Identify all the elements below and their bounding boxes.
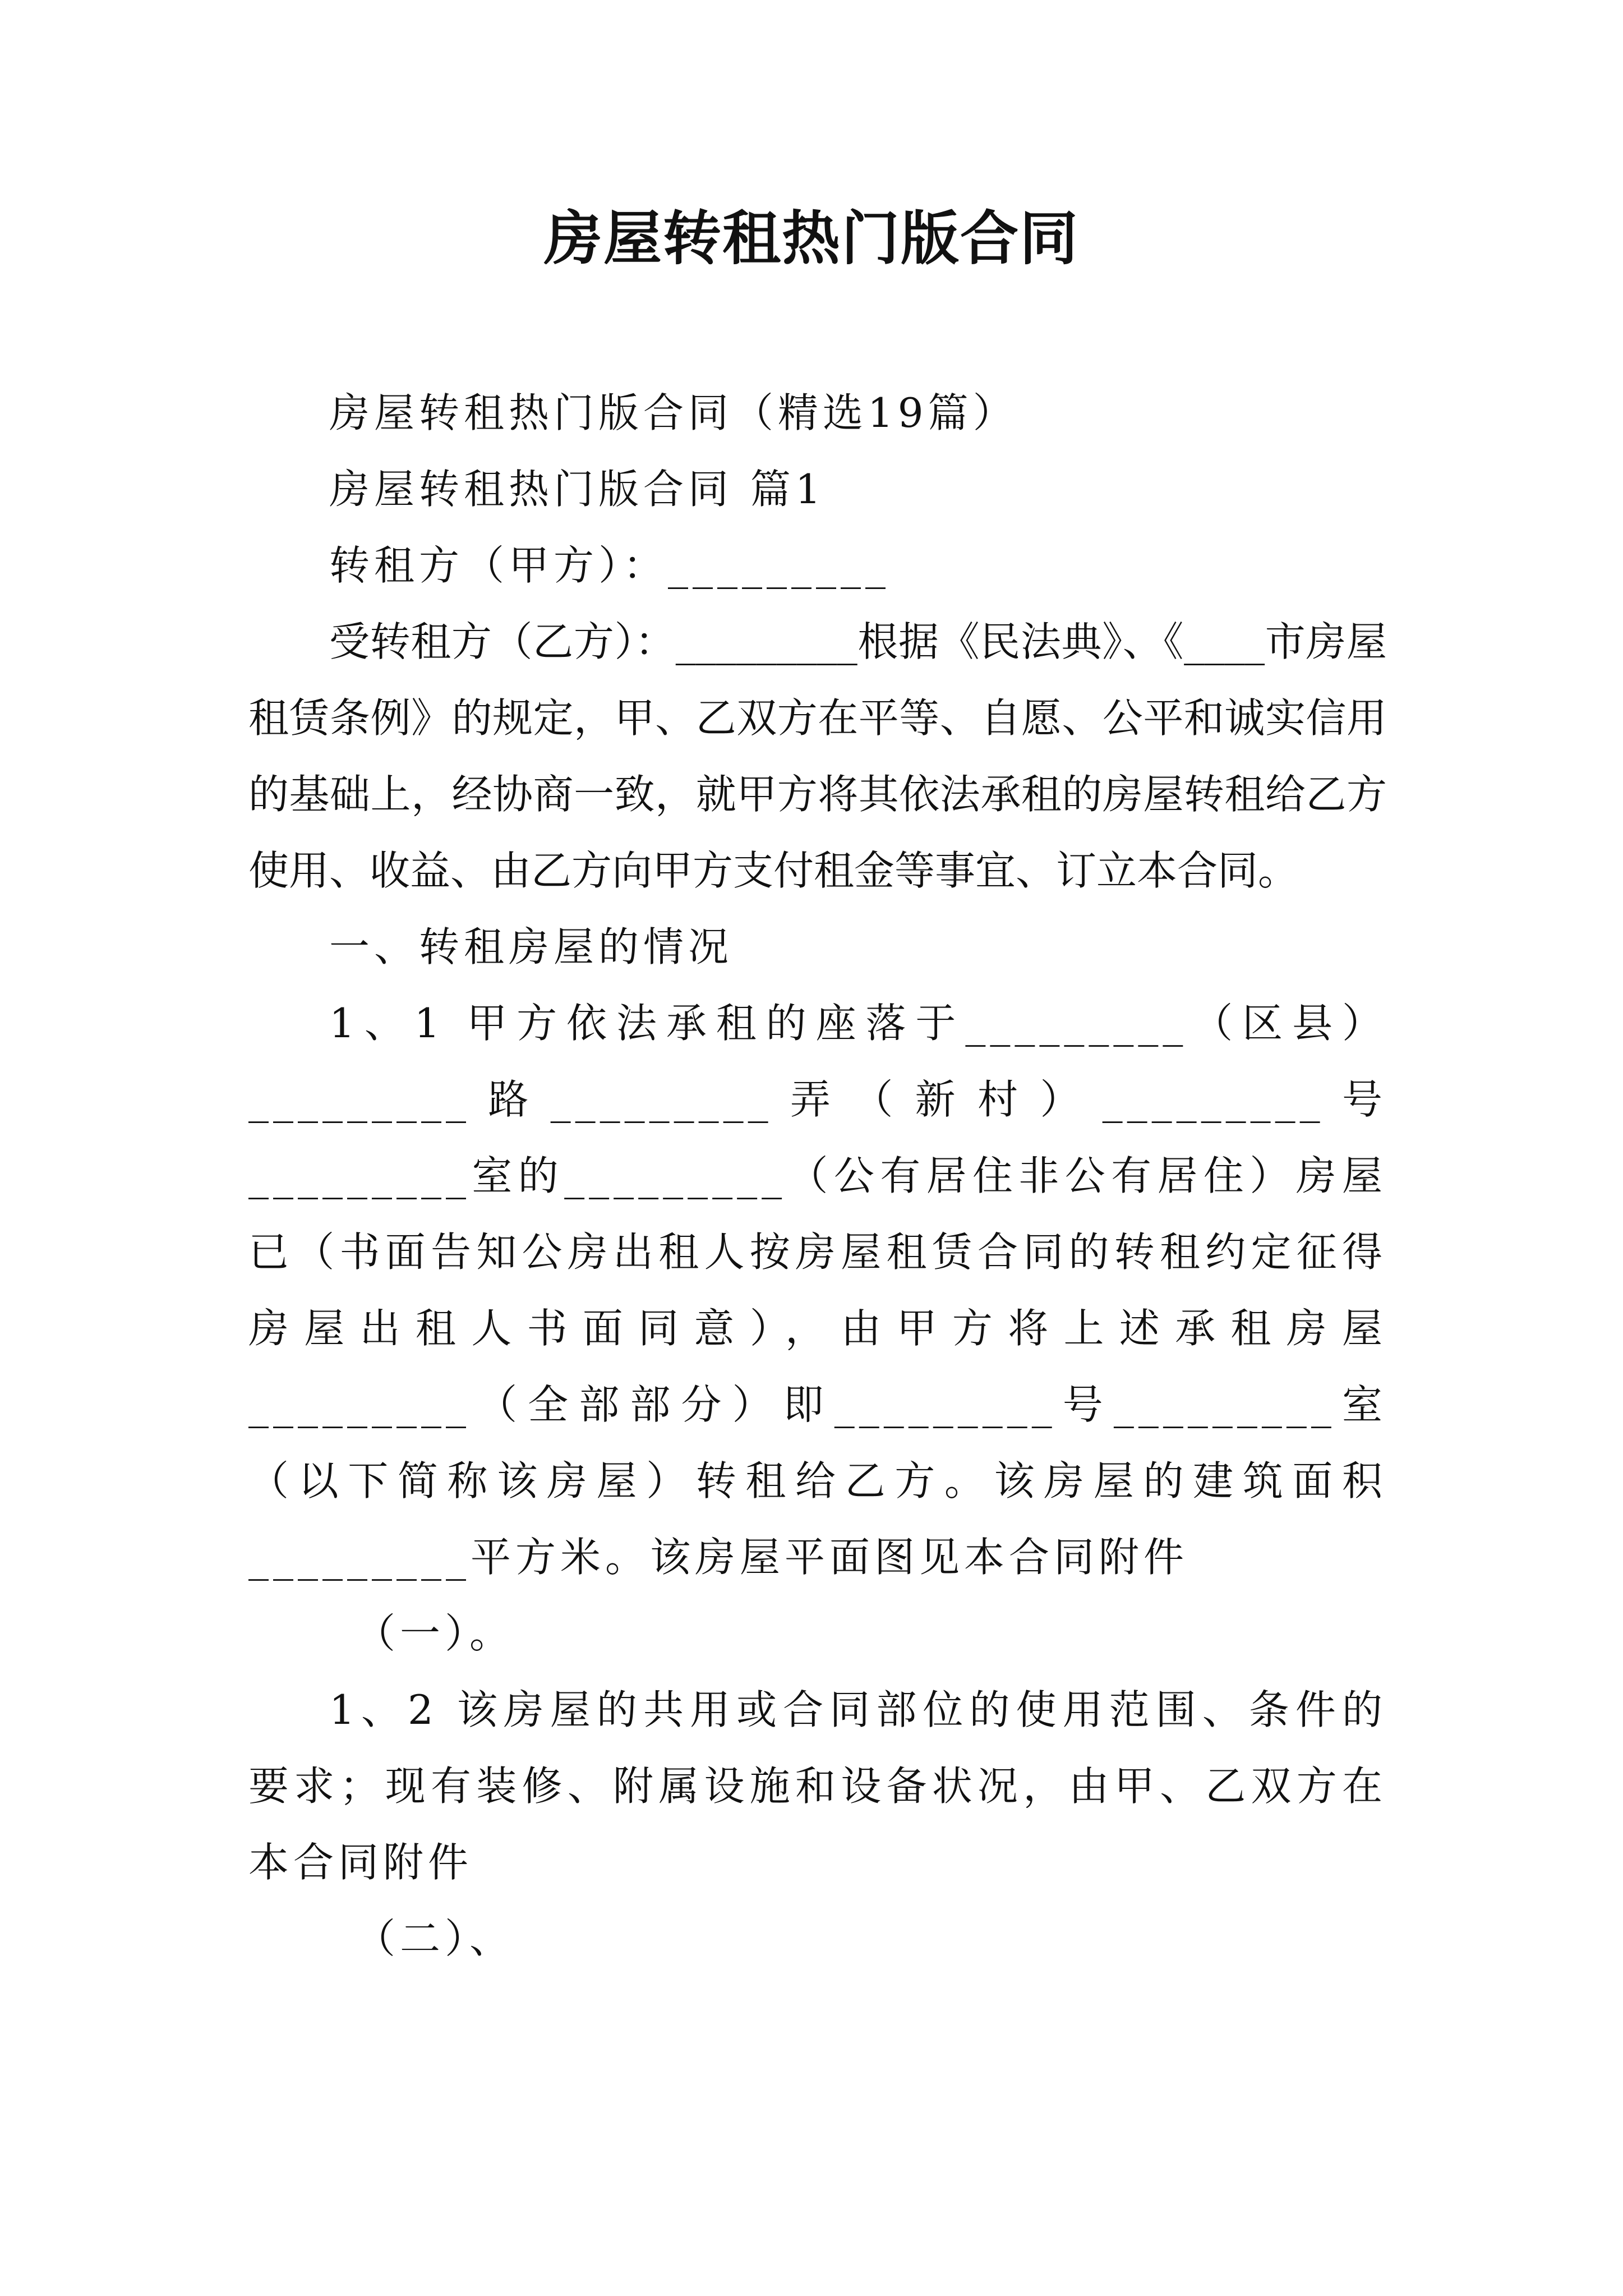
clause-1-1: 1、1 甲方依法承租的座落于_________（区县）_________路_________弄（新村）_________号_________室的_________（公有居住非公有居住）房屋已（书面告知公房出租人按房屋租赁合同的转租约定征得房屋出租人书面同意），由甲方将上述承租房屋_________（全部部分）即_________号_________室（以下简称该房屋）转租给乙方。该房屋的建筑面积_________平方米。该房屋平面图见本合同附件	[248, 1000, 1387, 1581]
doc-subtitle: 房屋转租热门版合同（精选19篇）	[329, 389, 1018, 436]
party-b-paragraph: 受转租方（乙方）：_________根据《民法典》、《____市房屋租赁条例》的规定，甲、乙双方在平等、自愿、公平和诚实信用的基础上，经协商一致，就甲方将其依法承租的房屋转租给乙方使用、收益、由乙方向甲方支付租金等事宜、订立本合同。	[248, 618, 1387, 894]
party-a-line: 转租方（甲方）：_________	[329, 542, 891, 589]
document-body	[248, 375, 1387, 1977]
clause-heading: 一、转租房屋的情况	[329, 923, 734, 970]
attachment-ref-2: （二）、	[355, 1915, 515, 1962]
attachment-ref-1: （一）。	[355, 1610, 515, 1657]
document-title: 房屋转租热门版合同	[543, 204, 1079, 273]
section-heading: 房屋转租热门版合同 篇1	[329, 466, 826, 513]
clause-1-2: 1、2 该房屋的共用或合同部位的使用范围、条件的要求；现有装修、附属设施和设备状况，由甲、乙双方在本合同附件	[248, 1686, 1387, 1886]
